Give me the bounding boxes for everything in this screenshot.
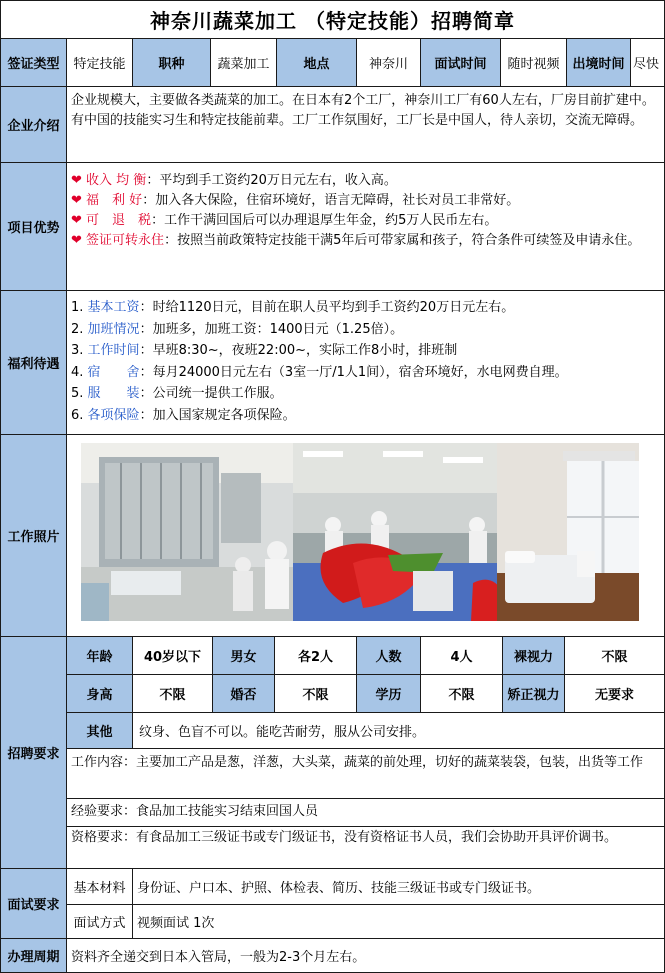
advantages-row [1, 163, 664, 291]
welfare-key: 宿 舍 [87, 364, 140, 380]
welfare-num: 2. [71, 321, 84, 337]
welfare-item [71, 383, 660, 405]
company-label: 企业介绍 [1, 87, 67, 162]
company-row [1, 87, 664, 163]
photos-label: 工作照片 [1, 435, 67, 636]
advantage-key: 签证可转永住 [86, 233, 165, 248]
experience-row [67, 799, 664, 827]
welfare-key: 加班情况 [87, 321, 140, 337]
period-row [1, 939, 664, 972]
welfare-num: 1. [71, 300, 84, 315]
requirements-grid-row-1 [67, 637, 664, 675]
welfare-text: ：加班多，加班工资：1400日元（1.25倍）。 [139, 321, 404, 337]
method-row [67, 905, 664, 938]
naked-vision-value: 不限 [601, 650, 628, 665]
naked-vision-label: 裸视力 [503, 637, 565, 674]
advantage-item [71, 171, 660, 191]
advantage-key: 收入 均 衡 [86, 173, 147, 188]
welfare-item [71, 340, 660, 362]
dormitory-photo [497, 443, 639, 621]
job-type-label: 职种 [133, 39, 211, 86]
welfare-key: 各项保险 [87, 407, 140, 423]
qualification-text: 资格要求：有食品加工三级证书或专门级证书，没有资格证书人员，我们会协助开具评价调书。 [71, 830, 618, 845]
welfare-text: ：加入国家规定各项保险。 [139, 407, 296, 423]
welfare-text: ：早班8:30~，夜班22:00~，实际工作8小时，排班制 [139, 343, 458, 358]
vegetable-line-photo [293, 443, 505, 621]
heart-icon: ❤ [71, 193, 82, 208]
interview-label: 面试要求 [1, 869, 67, 938]
welfare-item [71, 319, 660, 341]
interview-time-value: 随时视频 [501, 39, 567, 86]
method-label: 面试方式 [67, 905, 133, 938]
experience-text: 经验要求：食品加工技能实习结束回国人员 [71, 804, 319, 819]
requirements-other-row [67, 713, 664, 749]
factory-photo [81, 443, 293, 621]
advantage-key: 可 退 税 [86, 213, 152, 228]
heart-icon: ❤ [71, 233, 82, 248]
other-label: 其他 [67, 713, 133, 748]
advantage-text: ：平均到手工资约20万日元左右，收入高。 [146, 173, 397, 188]
advantage-item [71, 211, 660, 231]
education-value: 不限 [421, 675, 503, 712]
title-row [1, 1, 664, 39]
welfare-text: ：公司统一提供工作服。 [139, 386, 283, 401]
advantage-item [71, 191, 660, 211]
welfare-label: 福利待遇 [1, 291, 67, 434]
marriage-value: 不限 [275, 675, 357, 712]
headcount-value: 4人 [421, 637, 503, 674]
advantages-label: 项目优势 [1, 163, 67, 290]
welfare-item [71, 297, 660, 319]
page-title: 神奈川蔬菜加工 （特定技能）招聘简章 [150, 9, 515, 33]
location-label: 地点 [277, 39, 357, 86]
welfare-num: 4. [71, 364, 84, 380]
departure-time-value: 尽快 [633, 57, 660, 72]
period-label: 办理周期 [1, 939, 67, 972]
education-label: 学历 [357, 675, 421, 712]
heart-icon: ❤ [71, 213, 82, 228]
welfare-row [1, 291, 664, 435]
advantage-key: 福 利 好 [86, 193, 143, 208]
advantage-text: ：工作干满回国后可以办理退厚生年金，约5万人民币左右。 [151, 213, 498, 228]
requirements-grid-row-2 [67, 675, 664, 713]
welfare-text: ：时给1120日元，目前在职人员平均到手工资约20万日元左右。 [139, 300, 515, 315]
interview-time-label: 面试时间 [421, 39, 501, 86]
photos-row [1, 435, 664, 637]
age-value: 40岁以下 [133, 637, 213, 674]
headcount-label: 人数 [357, 637, 421, 674]
advantage-item [71, 231, 660, 251]
departure-time-label: 出境时间 [567, 39, 631, 86]
height-label: 身高 [67, 675, 133, 712]
welfare-key: 工作时间 [87, 343, 140, 358]
welfare-list [67, 291, 664, 434]
advantage-text: ：按照当前政策特定技能干满5年后可带家属和孩子，符合条件可续签及申请永住。 [164, 233, 641, 248]
corrected-vision-label: 矫正视力 [503, 675, 565, 712]
welfare-key: 基本工资 [87, 300, 140, 315]
job-type-value: 蔬菜加工 [211, 39, 277, 86]
welfare-item [71, 362, 660, 384]
welfare-item [71, 405, 660, 427]
gender-value: 各2人 [275, 637, 357, 674]
company-text: 企业规模大，主要做各类蔬菜的加工。在日本有2个工厂，神奈川工厂有60人左右，厂房目前扩建中。有中国的技能实习生和特定技能前辈。工厂工作氛围好，工厂长是中国人，待人亲切，交流无障碍。 [71, 93, 655, 128]
photos-area [67, 435, 664, 636]
requirements-row [1, 637, 664, 869]
marriage-label: 婚否 [213, 675, 275, 712]
work-content-text: 工作内容：主要加工产品是葱，洋葱，大头菜，蔬菜的前处理，切好的蔬菜装袋，包装，出货等工作 [71, 755, 644, 770]
materials-row [67, 869, 664, 905]
welfare-num: 6. [71, 407, 84, 423]
period-value: 资料齐全递交到日本入管局，一般为2-3个月左右。 [71, 950, 366, 965]
corrected-vision-value: 无要求 [594, 688, 634, 703]
welfare-num: 3. [71, 343, 84, 358]
info-row [1, 39, 664, 87]
advantage-text: ：加入各大保险，住宿环境好，语言无障碍，社长对员工非常好。 [142, 193, 520, 208]
requirements-label: 招聘要求 [1, 637, 67, 868]
advantages-list [67, 163, 664, 290]
materials-value: 身份证、户口本、护照、体检表、简历、技能三级证书或专门级证书。 [137, 881, 541, 896]
welfare-key: 服 装 [87, 386, 140, 401]
qualification-row [67, 827, 664, 869]
method-value: 视频面试 1次 [137, 916, 215, 931]
other-value: 纹身、色盲不可以。能吃苦耐劳，服从公司安排。 [139, 725, 426, 740]
age-label: 年龄 [67, 637, 133, 674]
work-content-row [67, 749, 664, 799]
interview-row [1, 869, 664, 939]
location-value: 神奈川 [357, 39, 421, 86]
visa-type-label: 签证类型 [1, 39, 67, 86]
gender-label: 男女 [213, 637, 275, 674]
height-value: 不限 [133, 675, 213, 712]
materials-label: 基本材料 [67, 869, 133, 904]
welfare-text: ：每月24000日元左右（3室一厅/1人1间），宿舍环境好，水电网费自理。 [139, 364, 568, 380]
visa-type-value: 特定技能 [67, 39, 133, 86]
heart-icon: ❤ [71, 173, 82, 188]
welfare-num: 5. [71, 386, 84, 401]
